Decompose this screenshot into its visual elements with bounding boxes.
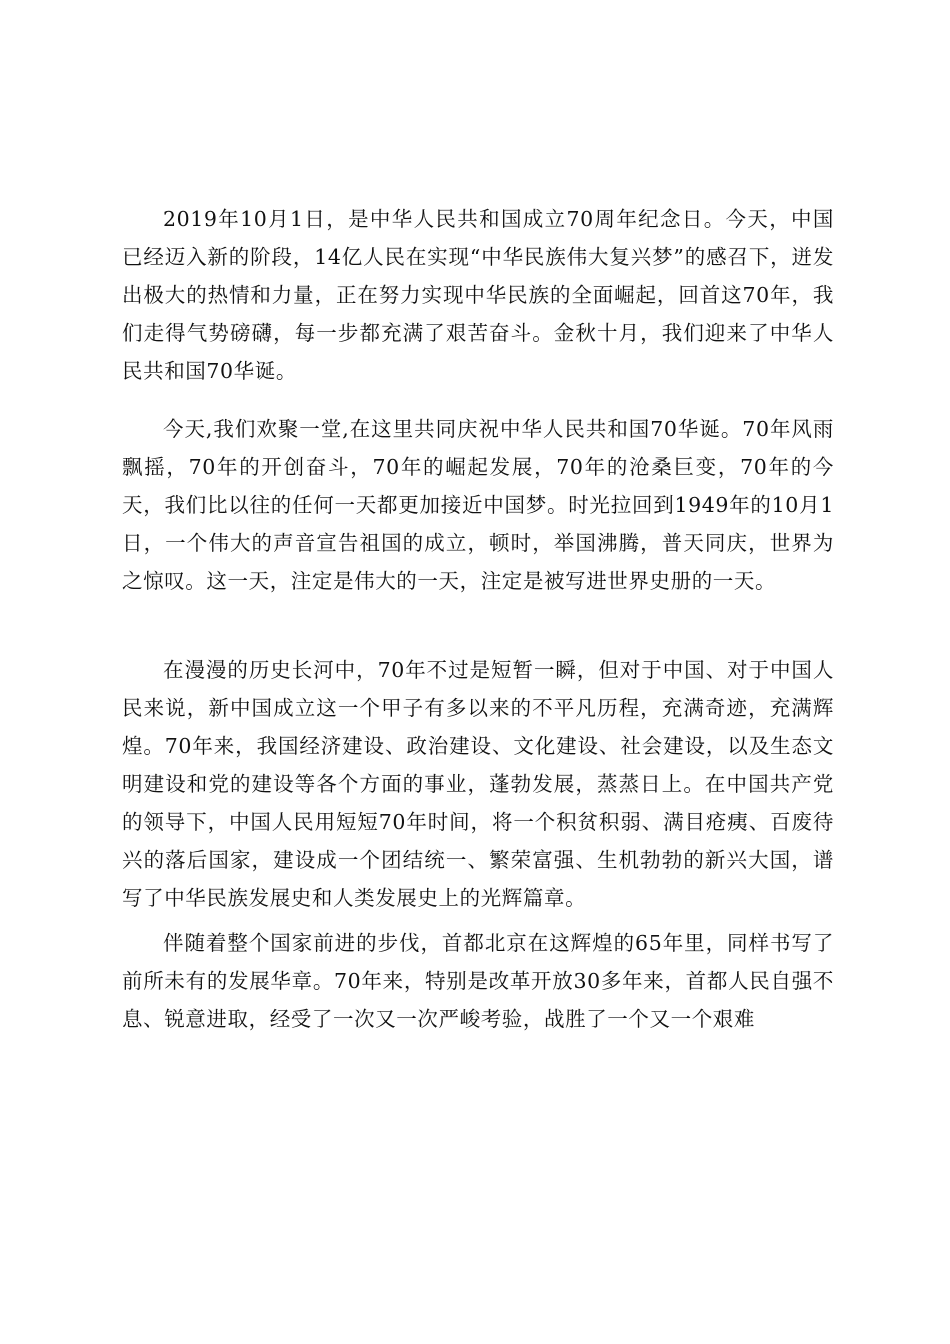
paragraph-4: 伴随着整个国家前进的步伐，首都北京在这辉煌的65年里，同样书写了前所未有的发展华章。70年来，特别是改革开放30多年来，首都人民自强不息、锐意进取，经受了一次又一次严峻考验，战胜了一个又一个艰难 <box>122 931 834 1031</box>
paragraph-1: 2019年10月1日，是中华人民共和国成立70周年纪念日。今天，中国已经迈入新的阶段，14亿人民在实现“中华民族伟大复兴梦”的感召下，迸发出极大的热情和力量，正在努力实现中华民族的全面崛起，回首这70年，我们走得气势磅礴，每一步都充满了艰苦奋斗。金秋十月，我们迎来了中华人民共和国70华诞。 <box>122 207 834 383</box>
paragraph-3: 在漫漫的历史长河中，70年不过是短暂一瞬，但对于中国、对于中国人民来说，新中国成立这一个甲子有多以来的不平凡历程，充满奇迹，充满辉煌。70年来，我国经济建设、政治建设、文化建设、社会建设，以及生态文明建设和党的建设等各个方面的事业，蓬勃发展，蒸蒸日上。在中国共产党的领导下，中国人民用短短70年时间，将一个积贫积弱、满目疮痍、百废待兴的落后国家，建设成一个团结统一、繁荣富强、生机勃勃的新兴大国，谱写了中华民族发展史和人类发展史上的光辉篇章。 <box>122 658 834 910</box>
document-body <box>122 200 834 1038</box>
paragraph-2: 今天,我们欢聚一堂,在这里共同庆祝中华人民共和国70华诞。70年风雨飘摇，70年的开创奋斗，70年的崛起发展，70年的沧桑巨变，70年的今天，我们比以往的任何一天都更加接近中国梦。时光拉回到1949年的10月1日，一个伟大的声音宣告祖国的成立，顿时，举国沸腾，普天同庆，世界为之惊叹。这一天，注定是伟大的一天，注定是被写进世界史册的一天。 <box>122 417 834 593</box>
